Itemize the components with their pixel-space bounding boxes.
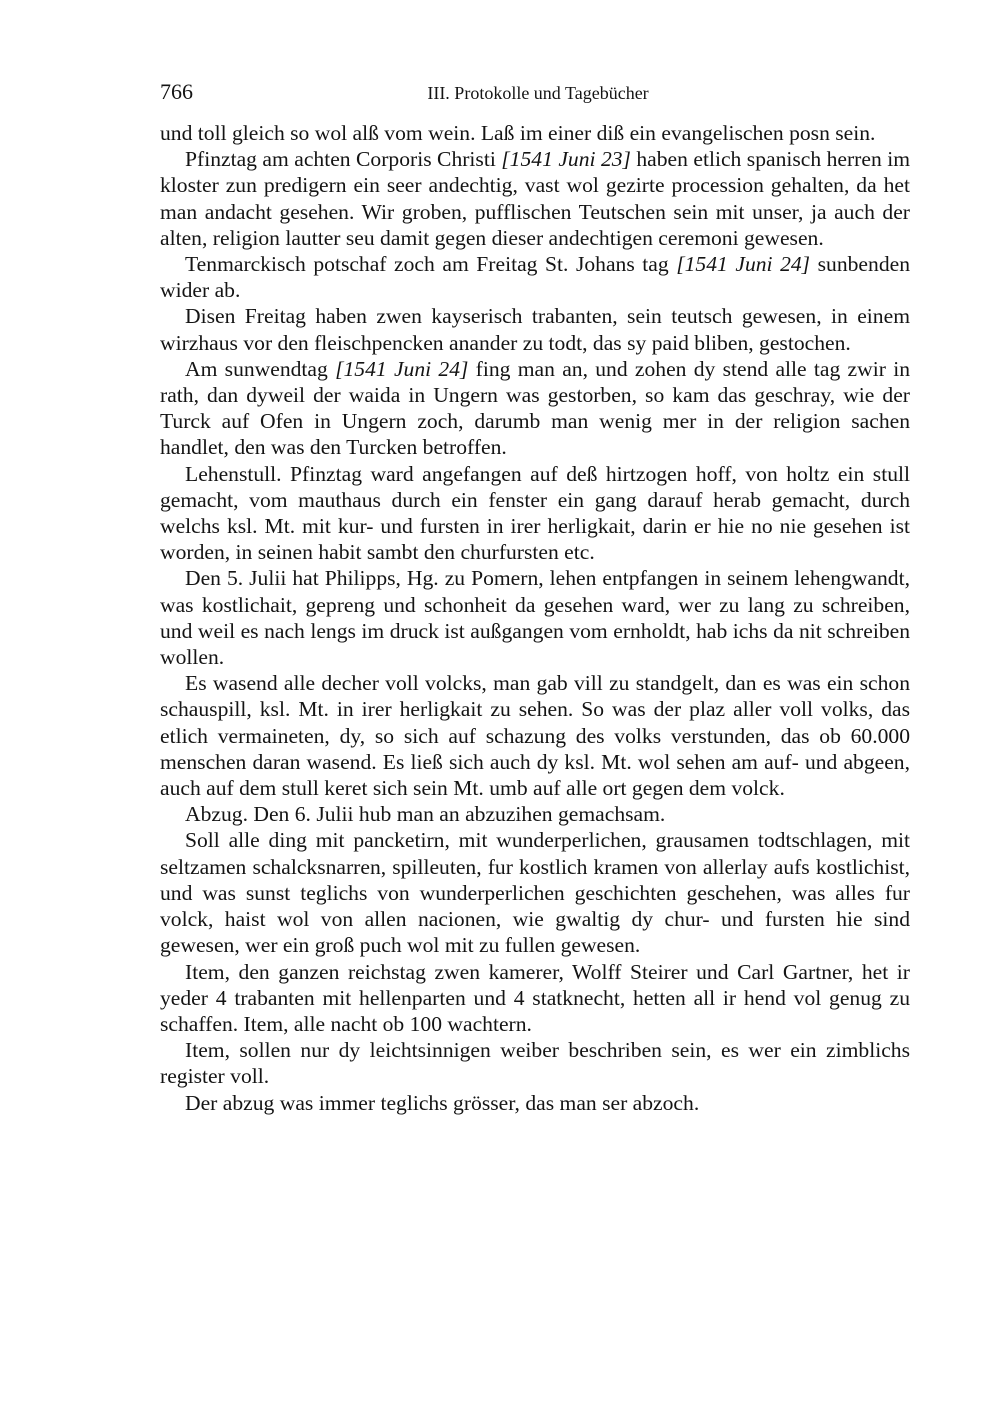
text-segment: Tenmarckisch potschaf zoch am Freitag St. Johans tag: [185, 252, 677, 277]
paragraph: [160, 565, 910, 670]
date-annotation: [1541 Juni 24]: [676, 252, 811, 277]
text-segment: Am sunwendtag: [185, 356, 336, 381]
paragraph: [160, 1037, 910, 1089]
text-segment: Der abzug was immer teglichs grösser, das man ser abzoch.: [185, 1090, 700, 1115]
page-number: 766: [160, 79, 193, 104]
paragraph: [160, 959, 910, 1038]
text-segment: Pfinztag am achten Corporis Christi: [185, 147, 502, 172]
text-segment: Abzug. Den 6. Julii hub man an abzuzihen gemachsam.: [185, 802, 666, 827]
text-segment: Den 5. Julii hat Philipps, Hg. zu Pomern, lehen entpfangen in seinem lehengwandt, was kostlichait, gepreng und schonheit da gesehen ward, wer zu lang zu schreiben, und weil es nach lengs im druck ist außgangen vom ernholdt, hab ichs da nit schreiben wollen.: [160, 566, 910, 670]
text-segment: Es wasend alle decher voll volcks, man gab vill zu standgelt, dan es was ein schon schauspill, ksl. Mt. in irer herligkait zu sehen. So was der plaz aller voll volks, das etlich vermaineten, dy, so sich auf schazung des volks verstunden, das ob 60.000 menschen daran wasend. Es ließ sich auch dy ksl. Mt. wol sehen am auf- und abgeen, auch auf dem stull keret sich sein Mt. umb auf alle ort gegen dem volck.: [160, 671, 910, 801]
body-text: [160, 120, 910, 1116]
paragraph: [160, 801, 910, 827]
paragraph: [160, 827, 910, 958]
date-annotation: [1541 Juni 23]: [501, 147, 631, 172]
paragraph: [160, 146, 910, 251]
date-annotation: [1541 Juni 24]: [335, 356, 469, 381]
text-segment: fing man an, und zohen dy stend alle tag zwir in rath, dan dyweil der waida in Ungern was gestorben, so kam das geschray, wie der Turck auf Ofen in Ungern zoch, darumb man wenig mer in der religion sachen handlet, den was den Turcken betroffen.: [160, 356, 910, 460]
text-segment: haben etlich spanisch herren im kloster zun predigern ein seer andechtig, vast wol gezirte procession gehalten, da het man andacht gesehen. Wir groben, pufflischen Teutschen sein mit unser, ja auch der alten, religion lautter seu damit gegen dieser andechtigen ceremoni gewesen.: [160, 147, 910, 250]
text-segment: Lehenstull. Pfinztag ward angefangen auf deß hirtzogen hoff, von holtz ein stull gemacht, vom mauthaus durch ein fenster ein gang darauf herab gemacht, durch welchs ksl. Mt. mit kur- und fursten in irer herligkait, darin er hie no nie gesehen ist worden, in seinen habit sambt den churfursten etc.: [160, 461, 910, 565]
paragraph: [160, 670, 910, 801]
running-head: [160, 78, 910, 108]
paragraph: [160, 303, 910, 355]
text-segment: Soll alle ding mit pancketirn, mit wunderperlichen, grausamen todtschlagen, mit seltzamen schalcksnarren, spilleuten, fur kostlich kramen von allerlay aufs kostlichist, und was sunst teglichs von wunderperlichen geschichten geschehen, was alles fur volck, haist wol von allen nacionen, wie gwaltig dy chur- und fursten hie sind gewesen, wer ein groß puch wol mit zu fullen gewesen.: [160, 828, 910, 958]
paragraph: [160, 251, 910, 303]
paragraph: [160, 1090, 910, 1116]
text-segment: und toll gleich so wol alß vom wein. Laß im einer diß ein evangelischen posn sein.: [160, 121, 876, 145]
text-segment: Disen Freitag haben zwen kayserisch trabanten, sein teutsch gewesen, in einem wirzhaus vor den fleischpencken anander zu todt, das sy paid bliben, gestochen.: [160, 304, 910, 355]
text-segment: Item, sollen nur dy leichtsinnigen weiber beschriben sein, es wer ein zimblichs register voll.: [160, 1038, 910, 1089]
paragraph: [160, 120, 910, 146]
text-segment: sunbenden wider ab.: [160, 252, 910, 303]
paragraph: [160, 356, 910, 461]
text-segment: Item, den ganzen reichstag zwen kamerer, Wolff Steirer und Carl Gartner, het ir yeder 4 trabanten mit hellenparten und 4 statknecht, hetten all ir hend vol genug zu schaffen. Item, alle nacht ob 100 wachtern.: [160, 959, 910, 1036]
running-title: III. Protokolle und Tagebücher: [427, 83, 649, 103]
paragraph: [160, 461, 910, 566]
